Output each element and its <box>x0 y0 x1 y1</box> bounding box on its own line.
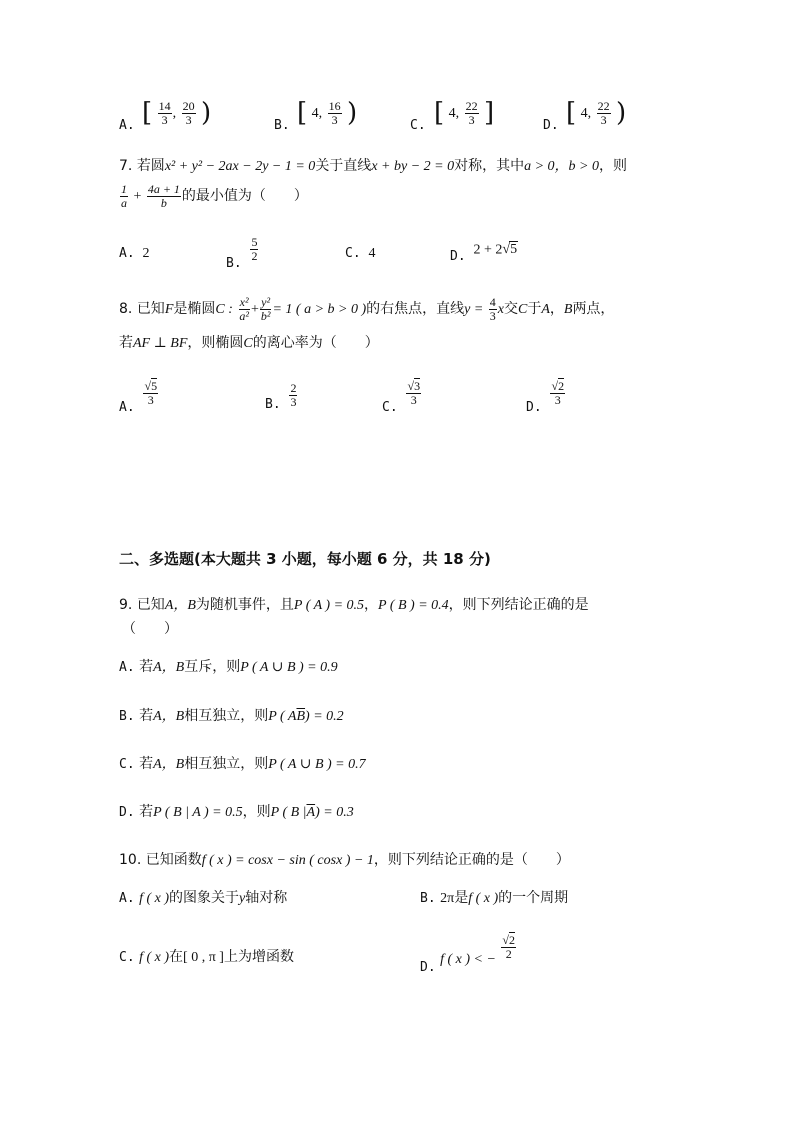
q7-circle-equation: x² + y² − 2ax − 2y − 1 = 0 <box>164 159 316 174</box>
q10-option-d: D. f ( x ) < − $\frac{√2}{2}$ <box>420 933 515 976</box>
q10-option-c: C. f ( x )在[ 0 , π ]上为增函数 <box>119 949 294 965</box>
q6-option-a-interval: [ $\frac{14}{3}$ , $\frac{20}{3}$ ) <box>142 98 212 129</box>
q9-option-c: C. 若A，B相互独立，则P ( A ∪ B ) = 0.7 <box>119 756 366 772</box>
q6-option-b-interval: [ 4, $\frac{16}{3}$ ) <box>297 98 358 129</box>
q6-option-a <box>119 118 135 133</box>
q7-option-c: C. 4 <box>345 246 376 261</box>
q8-stem-line2: 若AF ⊥ BF，则椭圆C的离心率为（ ） <box>119 335 379 351</box>
q10-option-a: A. f ( x )的图象关于y轴对称 <box>119 890 288 906</box>
q7-option-a: A. 2 <box>119 246 150 261</box>
q10-option-b: B. 2π是f ( x )的一个周期 <box>420 890 569 906</box>
q8-option-b: B. $\frac{2}{3}$ <box>265 381 297 412</box>
q8-option-a: A. $\frac{√5}{3}$ <box>119 379 158 415</box>
q9-stem-line1: 9. 已知A，B为随机事件，且P ( A ) = 0.5，P ( B ) = 0.4，则下列结论正确的是 <box>119 597 589 613</box>
option-label: A. <box>119 118 135 133</box>
q7-stem-line1: 7. 若圆x² + y² − 2ax − 2y − 1 = 0关于直线x + by − 2 = 0对称，其中a > 0，b > 0，则 <box>119 158 627 174</box>
q9-option-d: D. 若P ( B | A ) = 0.5，则P ( B $|\overline{A}) = 0.3$ <box>119 804 354 820</box>
q6-option-c: C. <box>410 118 426 133</box>
q6-option-c-interval: [ 4, $\frac{22}{3}$ ] <box>434 98 495 129</box>
q10-function: f ( x ) = cosx − sin ( cosx ) − 1 <box>201 853 374 868</box>
q6-option-d-interval: [ 4, $\frac{22}{3}$ ) <box>566 98 627 129</box>
q6-option-d: D. <box>543 118 559 133</box>
q8-option-d: D. $\frac{√2}{3}$ <box>526 379 565 415</box>
section-heading: 二、多选题(本大题共 3 小题，每小题 6 分，共 18 分) <box>119 550 491 568</box>
q7-line-equation: x + by − 2 = 0 <box>371 159 455 174</box>
q8-option-c: C. $\frac{√3}{3}$ <box>382 379 421 415</box>
q8-stem-line1: 8. 已知F是椭圆C : $\frac{\text{x²}}{\text{a²}}$ + $\frac{\text{y²}}{\text{b²}}$ = 1 ( a > b > 0 )的右焦点，直线y = $\frac{4}{3}$ x交C于A，B两点， <box>119 295 615 323</box>
q10-stem: 10. 已知函数f ( x ) = cosx − sin ( cosx ) − 1，则下列结论正确的是（ ） <box>119 852 570 868</box>
q7-stem-line2: $\frac{1}{a}$ + $\frac{4a + 1}{b}$ 的最小值为（ ） <box>121 182 308 210</box>
q9-answer-paren: （ ） <box>122 621 178 637</box>
q9-option-a: A. 若A，B互斥，则P ( A ∪ B ) = 0.9 <box>119 659 338 675</box>
q9-option-b: B. 若A，B相互独立，则P ( $A\overline{B}) = 0.2$ <box>119 708 344 724</box>
q7-option-d: D. 2 + 2√5 <box>450 242 518 264</box>
q6-option-b: B. <box>274 118 290 133</box>
q7-option-b: B. $\frac{5}{2}$ <box>226 235 258 271</box>
